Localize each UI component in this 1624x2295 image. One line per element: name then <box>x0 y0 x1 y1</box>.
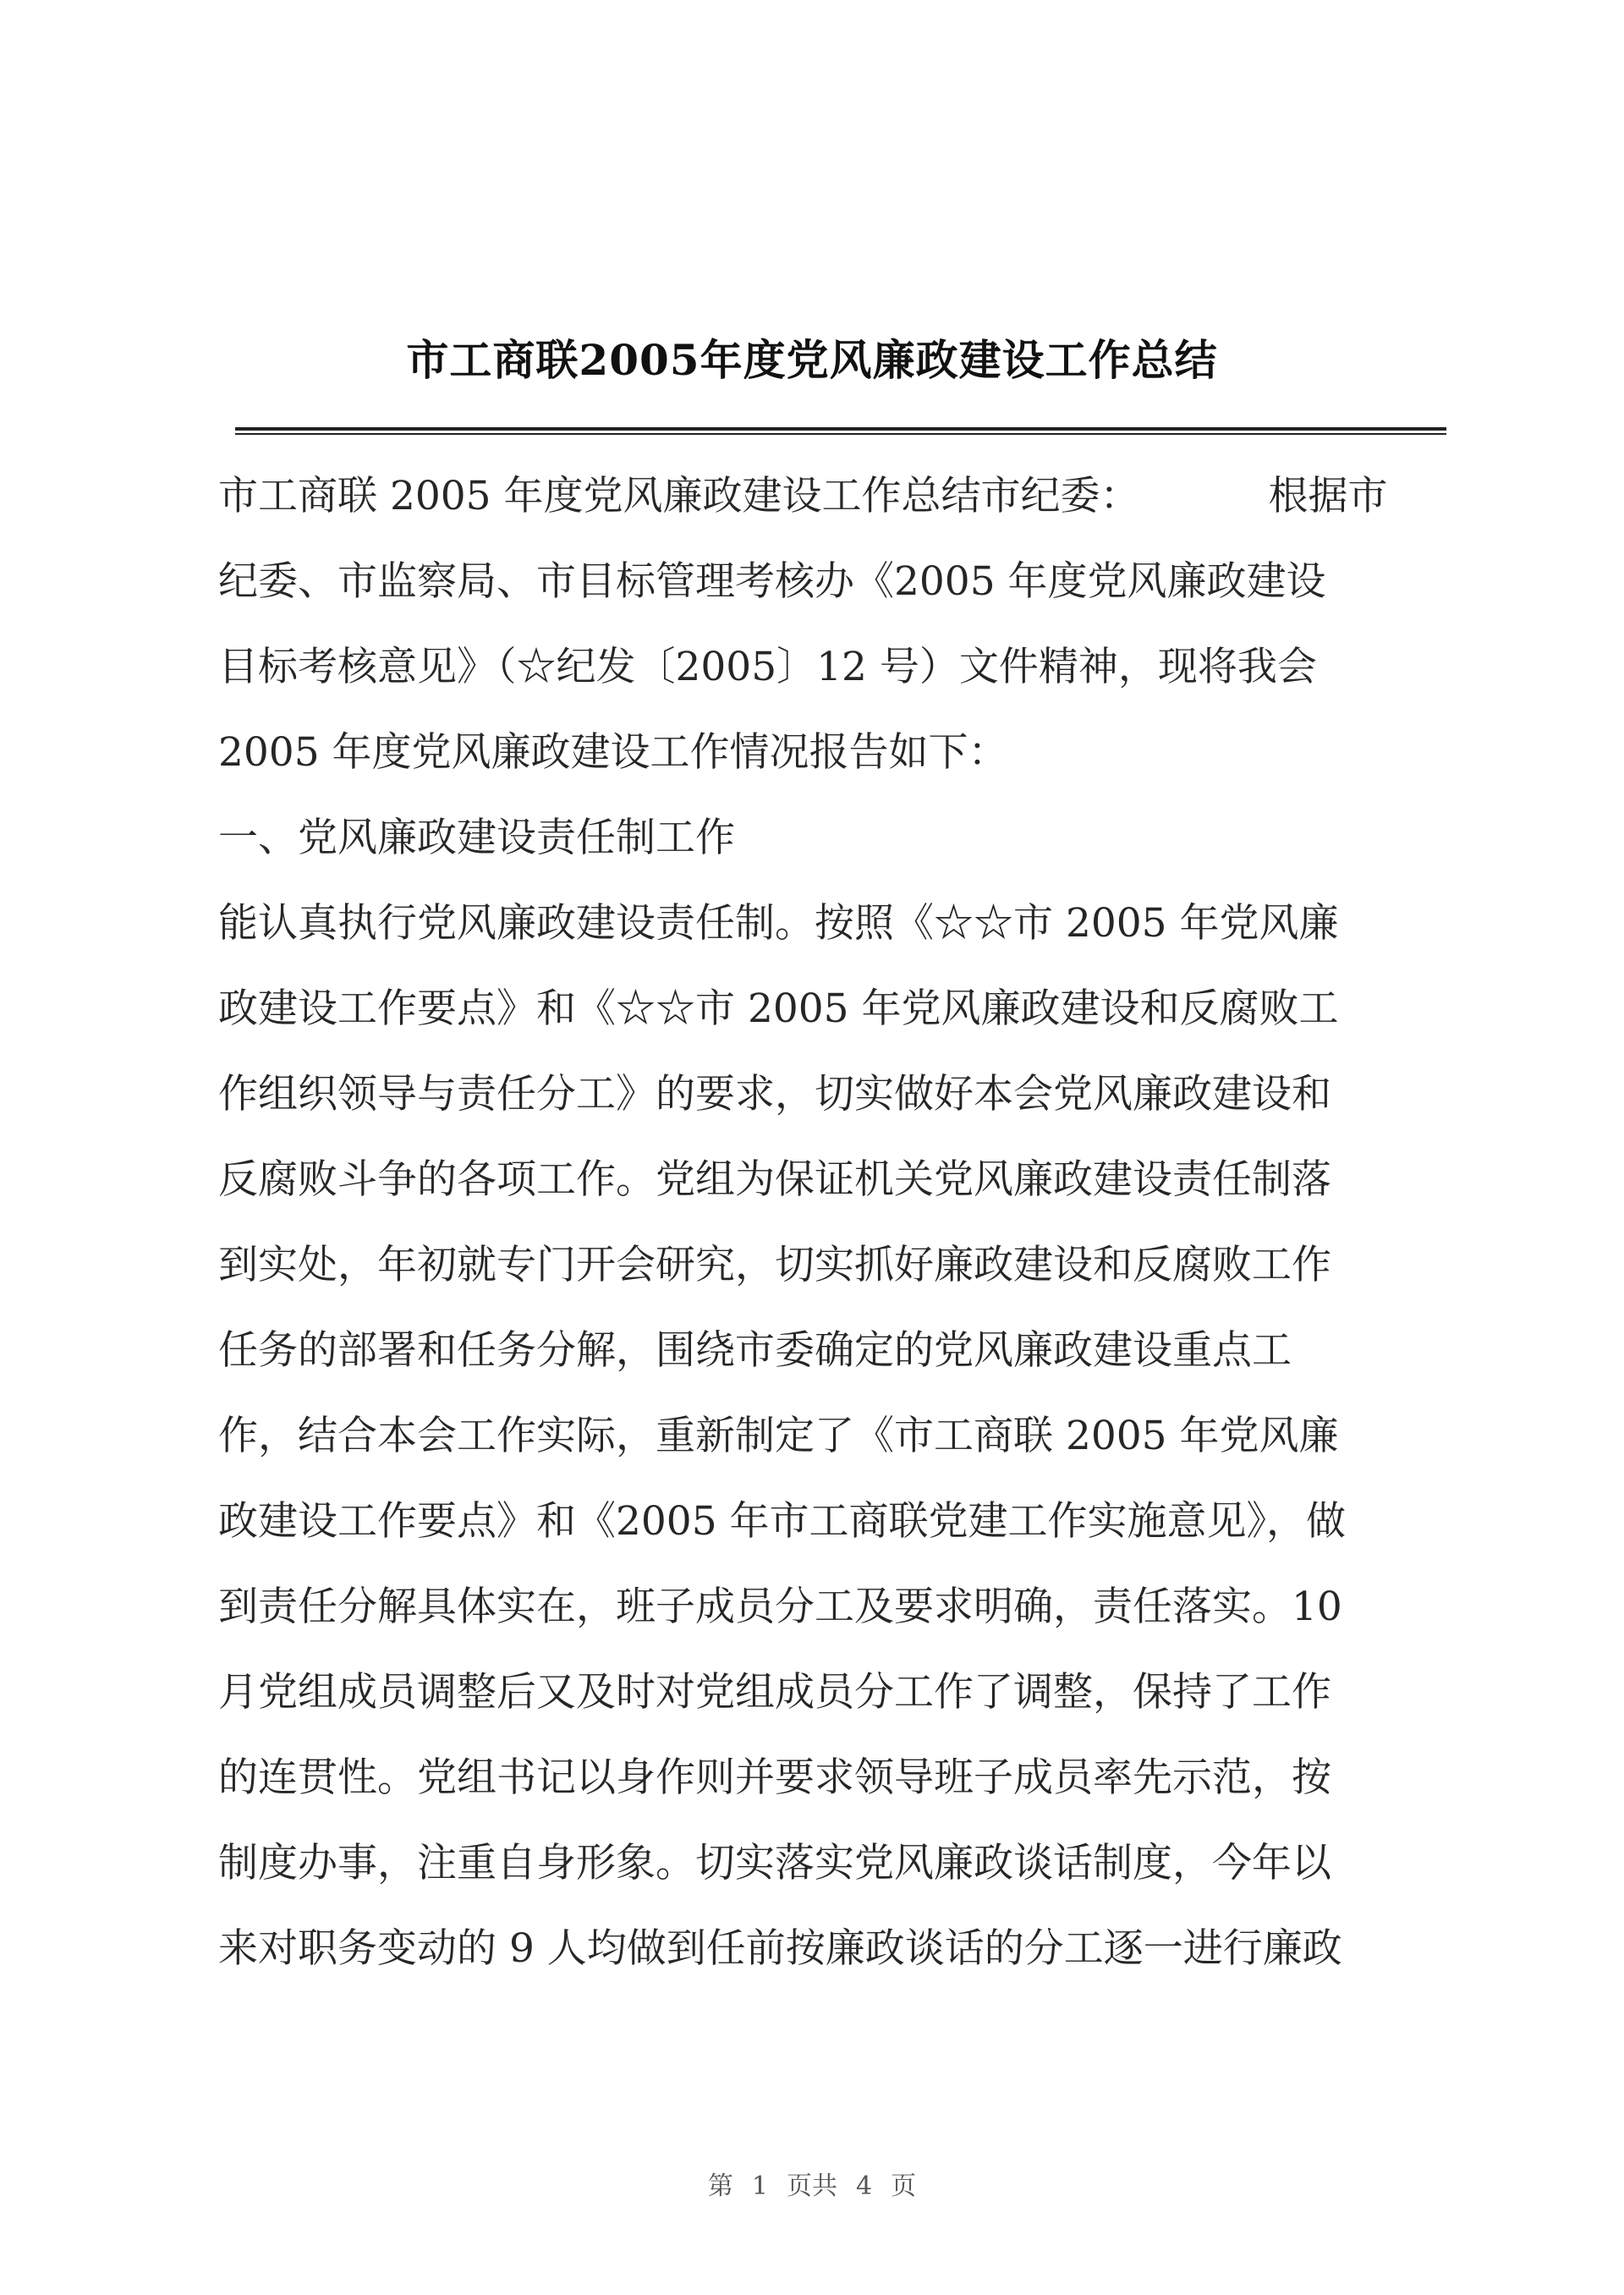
page-footer <box>0 2165 1624 2202</box>
footer-suffix: 页 <box>891 2171 917 2201</box>
text-line: 到实处，年初就专门开会研究，切实抓好廉政建设和反腐败工作 <box>218 1242 1331 1288</box>
text-line: 政建设工作要点》和《2005 年市工商联党建工作实施意见》，做 <box>218 1498 1347 1545</box>
text-line: 任务的部署和任务分解，围绕市委确定的党风廉政建设重点工 <box>218 1327 1292 1374</box>
text-line: 的连贯性。党组书记以身作则并要求领导班子成员率先示范，按 <box>218 1754 1331 1801</box>
text-line: 来对职务变动的 9 人均做到任前按廉政谈话的分工逐一进行廉政 <box>218 1925 1342 1972</box>
text-line: 政建设工作要点》和《☆☆市 2005 年党风廉政建设和反腐败工 <box>218 986 1339 1032</box>
text-line <box>218 464 1449 549</box>
text-line: 2005 年度党风廉政建设工作情况报告如下： <box>218 729 1008 776</box>
text-line: 纪委、市监察局、市目标管理考核办《2005 年度党风廉政建设 <box>218 558 1326 605</box>
text-line: 作组织领导与责任分工》的要求，切实做好本会党风廉政建设和 <box>218 1071 1331 1117</box>
text-line: 作，结合本会工作实际，重新制定了《市工商联 2005 年党风廉 <box>218 1413 1339 1459</box>
footer-total-pages: 4 <box>856 2171 873 2201</box>
text-line: 月党组成员调整后又及时对党组成员分工作了调整，保持了工作 <box>218 1669 1331 1716</box>
rule-thick-line <box>235 427 1446 431</box>
section-heading: 一、党风廉政建设责任制工作 <box>218 815 735 861</box>
text-line-content-continued: 根据市 <box>1268 473 1388 519</box>
text-line: 反腐败斗争的各项工作。党组为保证机关党风廉政建设责任制落 <box>218 1156 1331 1203</box>
footer-middle: 页共 <box>787 2171 837 2201</box>
text-line: 制度办事，注重自身形象。切实落实党风廉政谈话制度，今年以 <box>218 1840 1331 1886</box>
rule-thin-line <box>235 433 1446 435</box>
text-line: 到责任分解具体实在，班子成员分工及要求明确，责任落实。10 <box>218 1584 1342 1630</box>
footer-page-number: 1 <box>751 2171 768 2201</box>
body-text <box>218 464 1449 2001</box>
text-line: 目标考核意见》（☆纪发〔2005〕12 号）文件精神，现将我会 <box>218 644 1317 690</box>
page-title: 市工商联2005年度党风廉政建设工作总结 <box>406 335 1218 385</box>
text-line-content: 市工商联 2005 年度党风廉政建设工作总结市纪委： <box>218 473 1140 519</box>
footer-prefix: 第 <box>707 2171 733 2201</box>
title-double-rule <box>235 427 1446 436</box>
text-line: 能认真执行党风廉政建设责任制。按照《☆☆市 2005 年党风廉 <box>218 900 1339 947</box>
